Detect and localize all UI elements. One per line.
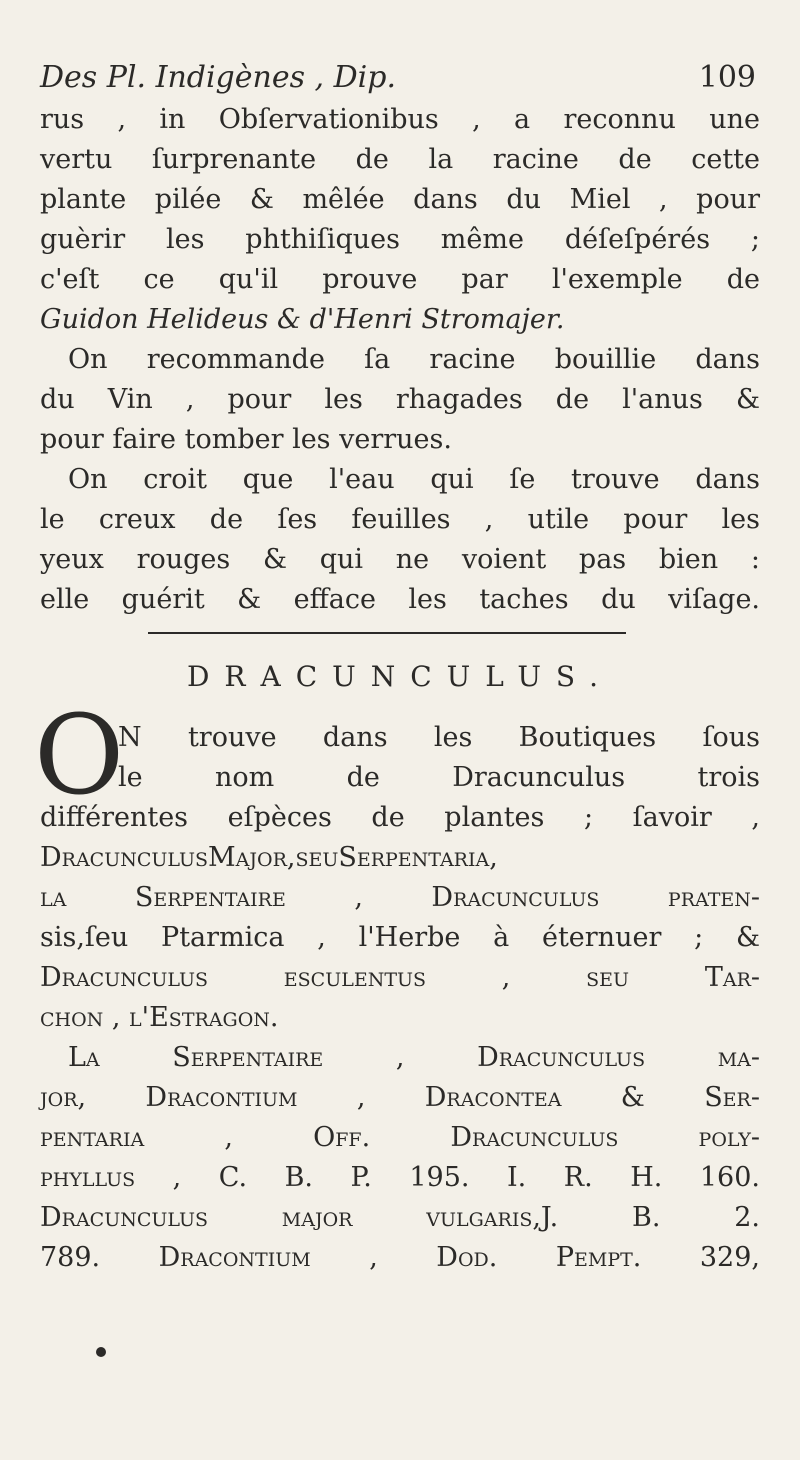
drop-cap: O [34,691,125,819]
text-line: vertu ſurprenante de la racine de cette [40,144,760,175]
text-line: elle guérit & efface les taches du viſage. [40,584,760,615]
text-line: pour faire tomber les verrues. [40,424,452,455]
text-line: du Vin , pour les rhagades de l'anus & [40,384,760,415]
text-line: c'eſt ce qu'il prouve par l'exemple de [40,264,760,295]
text-line: yeux rouges & qui ne voient pas bien : [40,544,760,575]
text-line: chon , l'Eſtragon. [40,1002,279,1033]
ink-spot [96,1347,106,1357]
text-line: N trouve dans les Boutiques ſous [118,722,760,753]
text-line: le nom de Dracunculus trois [118,762,760,793]
text-line: plante pilée & mêlée dans du Miel , pour [40,184,760,215]
text-line: 789. Dracontium , Dod. Pempt. 329, [40,1242,760,1273]
text-line: jor, Dracontium , Dracontea & Ser- [40,1082,760,1113]
text-line: phyllus , C. B. P. 195. I. R. H. 160. [40,1162,760,1193]
paragraph-start: On recommande ſa racine bouillie dans [68,344,760,375]
text-line: rus , in Obſervationibus , a reconnu une [40,104,760,135]
section-title: DRACUNCULUS. [186,660,614,693]
text-line: guèrir les phthiſiques même déſeſpérés ; [40,224,760,255]
text-line: Dracunculus esculentus , ſeu Tar- [40,962,760,993]
paragraph-start: La Serpentaire , Dracunculus ma- [68,1042,760,1073]
text-line: la Serpentaire , Dracunculus praten- [40,882,760,913]
text-line: différentes eſpèces de plantes ; ſavoir , [40,802,760,833]
page-number: 109 [698,60,756,95]
text-line: pentaria , Off. Dracunculus poly- [40,1122,760,1153]
section-divider [148,632,626,634]
text-line: le creux de ſes feuilles , utile pour les [40,504,760,535]
paragraph-start: On croit que l'eau qui ſe trouve dans [68,464,760,495]
running-title: Des Pl. Indigènes , Dip. [40,60,396,95]
text-line: Guidon Helideus & d'Henri Stromajer. [40,304,565,335]
text-line: sis,ſeu Ptarmica , l'Herbe à éternuer ; & [40,922,760,953]
running-header [40,60,760,95]
text-line: Dracunculus major vulgaris,J. B. 2. [40,1202,760,1233]
text-line: DracunculusMajor,ſeuSerpentaria, [40,842,498,873]
